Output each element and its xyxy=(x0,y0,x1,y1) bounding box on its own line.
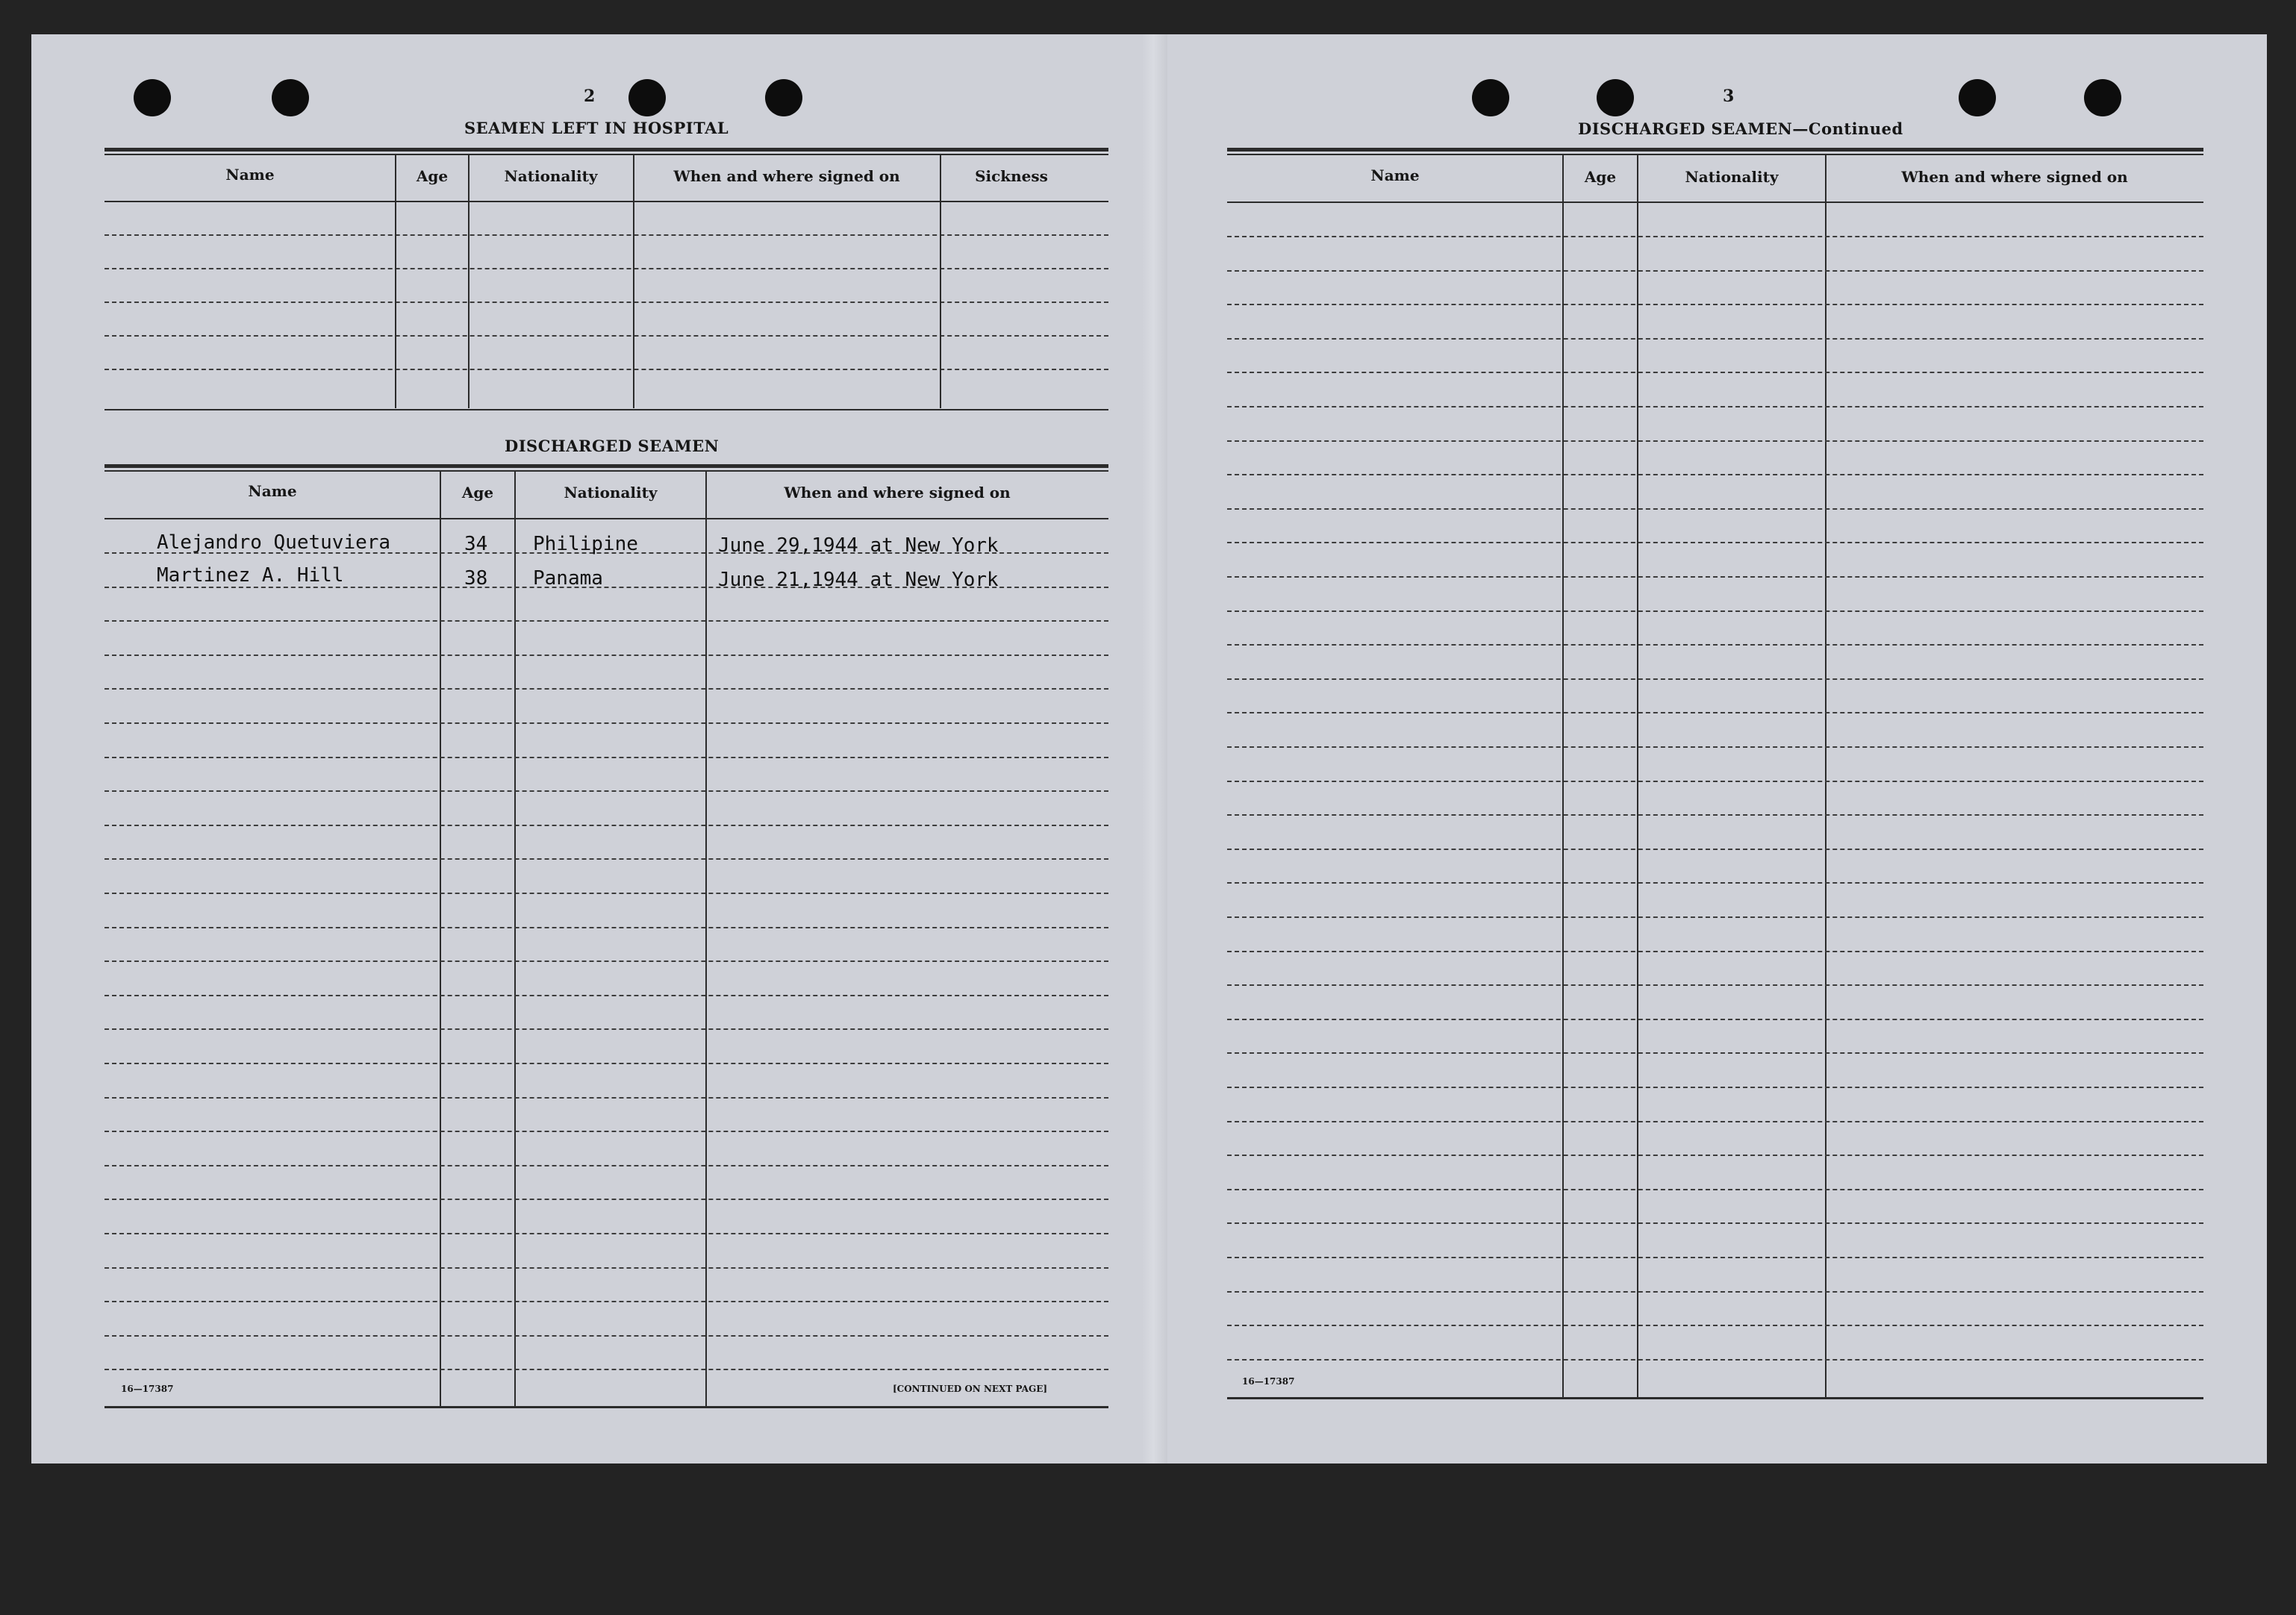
row-line xyxy=(104,268,1108,269)
col-divider xyxy=(1825,154,1826,1399)
row-line xyxy=(1227,984,2203,986)
seaman-age: 34 xyxy=(464,533,488,555)
row-line xyxy=(104,1267,1108,1269)
table-bottom-rule xyxy=(1227,1397,2203,1399)
table-bottom-rule xyxy=(104,1406,1108,1408)
row-line xyxy=(1227,678,2203,680)
section-title-text: DISCHARGED SEAMEN xyxy=(1578,119,1793,138)
col-divider xyxy=(940,154,941,408)
col-header-signed-on: When and where signed on xyxy=(1901,168,2128,186)
discharged-section-title: DISCHARGED SEAMEN xyxy=(505,437,720,455)
row-line xyxy=(1227,610,2203,612)
col-header-name: Name xyxy=(1370,166,1420,184)
row-line xyxy=(104,1199,1108,1200)
divider xyxy=(1227,154,2203,155)
divider xyxy=(1227,148,2203,151)
row-line xyxy=(1227,781,2203,782)
row-line xyxy=(1227,644,2203,646)
form-number: 16—17387 xyxy=(121,1384,174,1394)
page-fold xyxy=(1142,34,1167,1464)
row-line xyxy=(1227,882,2203,884)
page-number: 2 xyxy=(584,87,596,106)
header-underline xyxy=(104,201,1108,202)
left-page xyxy=(31,34,1142,1464)
row-line xyxy=(104,335,1108,337)
seaman-name: Alejandro Quetuviera xyxy=(157,531,391,554)
row-line xyxy=(1227,1087,2203,1088)
row-line xyxy=(1227,1121,2203,1122)
row-line xyxy=(104,1301,1108,1302)
col-divider xyxy=(633,154,634,408)
row-line xyxy=(1227,814,2203,816)
row-line xyxy=(104,688,1108,690)
row-line xyxy=(1227,712,2203,713)
col-divider xyxy=(395,154,396,408)
row-line xyxy=(104,1165,1108,1166)
row-line xyxy=(1227,338,2203,340)
row-line xyxy=(104,234,1108,236)
row-line xyxy=(1227,576,2203,578)
row-line xyxy=(104,1335,1108,1337)
form-number: 16—17387 xyxy=(1242,1376,1295,1387)
divider xyxy=(104,148,1108,151)
row-line xyxy=(1227,1359,2203,1361)
row-line xyxy=(104,790,1108,792)
row-line xyxy=(1227,236,2203,237)
row-line xyxy=(104,1097,1108,1099)
row-line xyxy=(104,1028,1108,1030)
row-line xyxy=(1227,270,2203,272)
row-line xyxy=(1227,304,2203,305)
row-line xyxy=(1227,916,2203,918)
col-header-age: Age xyxy=(461,484,494,502)
section-title-suffix: —Continued xyxy=(1792,119,1903,138)
row-line xyxy=(1227,1019,2203,1020)
page-number: 3 xyxy=(1723,87,1735,106)
row-line xyxy=(104,722,1108,724)
row-line xyxy=(104,1369,1108,1370)
seaman-signed-on: June 21,1944 at New York xyxy=(718,569,999,591)
continued-note: [CONTINUED ON NEXT PAGE] xyxy=(893,1384,1048,1394)
row-line xyxy=(1227,406,2203,407)
seaman-age: 38 xyxy=(464,567,488,590)
row-line xyxy=(1227,1155,2203,1156)
col-header-signed-on: When and where signed on xyxy=(784,484,1011,502)
row-line xyxy=(1227,372,2203,373)
col-header-signed-on: When and where signed on xyxy=(673,167,900,185)
row-line xyxy=(1227,1189,2203,1190)
col-divider xyxy=(468,154,470,408)
divider xyxy=(104,470,1108,472)
seaman-signed-on: June 29,1944 at New York xyxy=(718,534,999,557)
row-line xyxy=(104,858,1108,860)
row-line xyxy=(104,995,1108,996)
row-line xyxy=(104,369,1108,370)
col-header-nationality: Nationality xyxy=(1685,168,1779,186)
row-line xyxy=(1227,1052,2203,1054)
row-line xyxy=(104,620,1108,622)
col-header-sickness: Sickness xyxy=(975,167,1048,185)
row-line xyxy=(1227,849,2203,850)
row-line xyxy=(104,1233,1108,1234)
col-divider xyxy=(1637,154,1638,1399)
row-line xyxy=(104,893,1108,894)
row-line xyxy=(1227,542,2203,543)
row-line xyxy=(104,655,1108,656)
row-line xyxy=(1227,1291,2203,1293)
col-header-age: Age xyxy=(416,167,449,185)
row-line xyxy=(104,825,1108,826)
row-line xyxy=(104,1063,1108,1064)
row-line xyxy=(1227,1325,2203,1326)
row-line xyxy=(1227,1257,2203,1258)
discharged-continued-title xyxy=(1578,119,1903,138)
row-line xyxy=(1227,440,2203,442)
row-line xyxy=(104,302,1108,303)
col-header-nationality: Nationality xyxy=(564,484,658,502)
row-line xyxy=(104,960,1108,962)
row-line xyxy=(1227,508,2203,510)
header-underline xyxy=(1227,202,2203,203)
divider xyxy=(104,464,1108,468)
seaman-name: Martinez A. Hill xyxy=(157,564,344,587)
col-header-name: Name xyxy=(248,482,297,500)
row-line xyxy=(104,1131,1108,1132)
hospital-section-title: SEAMEN LEFT IN HOSPITAL xyxy=(464,119,729,137)
col-header-nationality: Nationality xyxy=(504,167,598,185)
right-page xyxy=(1167,34,2267,1464)
col-header-age: Age xyxy=(1584,168,1617,186)
row-line xyxy=(1227,474,2203,475)
row-line xyxy=(1227,746,2203,748)
seaman-nationality: Philipine xyxy=(533,533,638,555)
document-sheet xyxy=(31,34,2267,1464)
row-line xyxy=(1227,951,2203,952)
row-line xyxy=(104,757,1108,758)
seaman-nationality: Panama xyxy=(533,567,603,590)
header-underline xyxy=(104,518,1108,519)
row-line xyxy=(104,927,1108,928)
section-bottom-rule xyxy=(104,409,1108,410)
col-header-name: Name xyxy=(225,166,275,184)
col-divider xyxy=(1562,154,1564,1399)
divider xyxy=(104,154,1108,155)
row-line xyxy=(1227,1222,2203,1224)
